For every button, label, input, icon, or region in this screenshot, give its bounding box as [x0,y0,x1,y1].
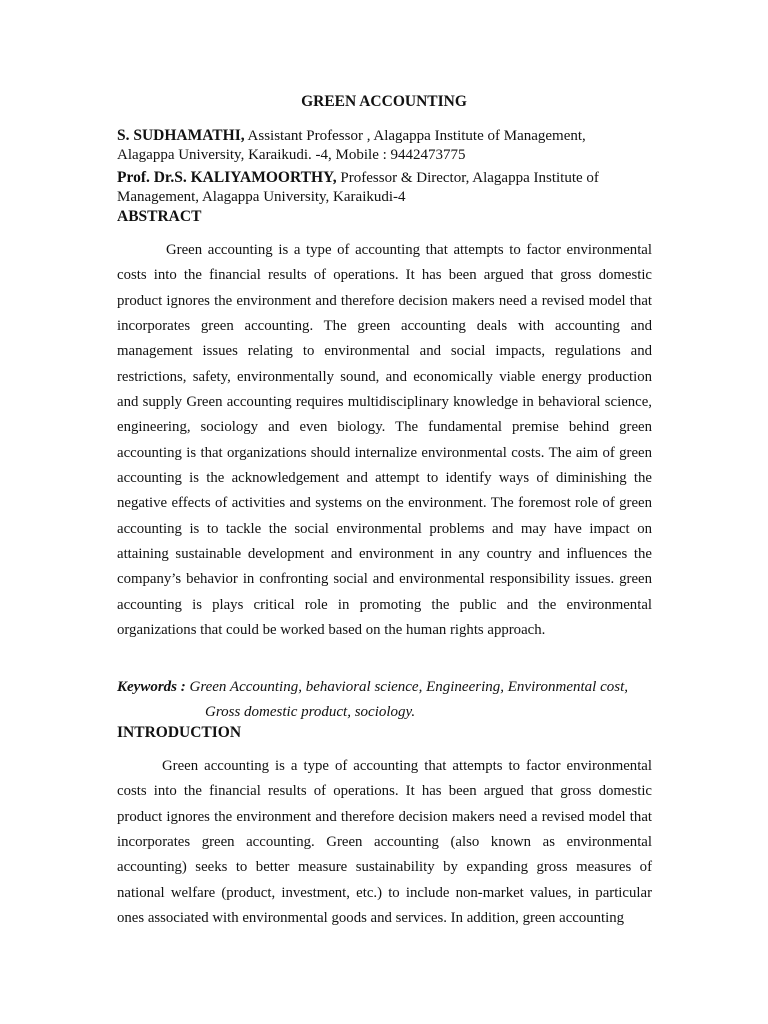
introduction-heading: INTRODUCTION [117,724,242,741]
abstract-paragraph: Green accounting is a type of accounting that attempts to factor environmental costs into the financial results of operations. It has been argued that gross domestic product ignores the environment and therefore decision makers need a revised model that incorporates green accounting. The green accounting deals with accounting and management issues relating to environmental and social impacts, regulations and restrictions, safety, environmentally sound, and economically viable energy production and supply Green accounting requires multidisciplinary knowledge in behavioral science, engineering, sociology and even biology. The fundamental premise behind green accounting is that organizations should internalize environmental costs. The aim of green accounting is the acknowledgement and attempt to identify ways of diminishing the negative effects of activities and systems on the environment. The foremost role of green accounting is to tackle the social environmental problems and may have impact on attaining sustainable development and environment in any country and influences the company’s behavior in confronting social and environmental responsibility issues. green accounting is plays critical role in promoting the public and the environmental organizations that could be worked based on the human rights approach. [117,242,652,639]
keywords-label: Keywords : [117,679,186,695]
author-affiliation: Alagappa University, Karaikudi. -4, Mobile : 9442473775 [117,147,466,163]
introduction-paragraph: Green accounting is a type of accounting that attempts to factor environmental costs into the financial results of operations. It has been argued that gross domestic product ignores the environment and therefore decision makers need a revised model that incorporates green accounting. Green accounting (also known as environmental accounting) seeks to better measure sustainability by expanding gross measures of national welfare (product, investment, etc.) to include non-market values, in particular ones associated with environmental goods and services. In addition, green accounting [117,758,652,927]
author-affiliation: Management, Alagappa University, Karaikudi-4 [117,189,406,205]
keywords-text: Green Accounting, behavioral science, Engineering, Environmental cost, [185,679,629,695]
paper-title: GREEN ACCOUNTING [301,93,467,110]
keywords-continuation: Gross domestic product, sociology. [205,704,416,720]
author-name: S. SUDHAMATHI, [117,127,245,144]
abstract-heading: ABSTRACT [117,208,202,225]
author-name: Prof. Dr.S. KALIYAMOORTHY, [117,169,337,186]
keywords-line [117,675,677,700]
author-affiliation: Professor & Director, Alagappa Institute of [336,170,599,186]
author-affiliation: Assistant Professor , Alagappa Institute of Management, [244,128,586,144]
author-block-2 [117,168,677,207]
author-block-1 [117,126,677,165]
